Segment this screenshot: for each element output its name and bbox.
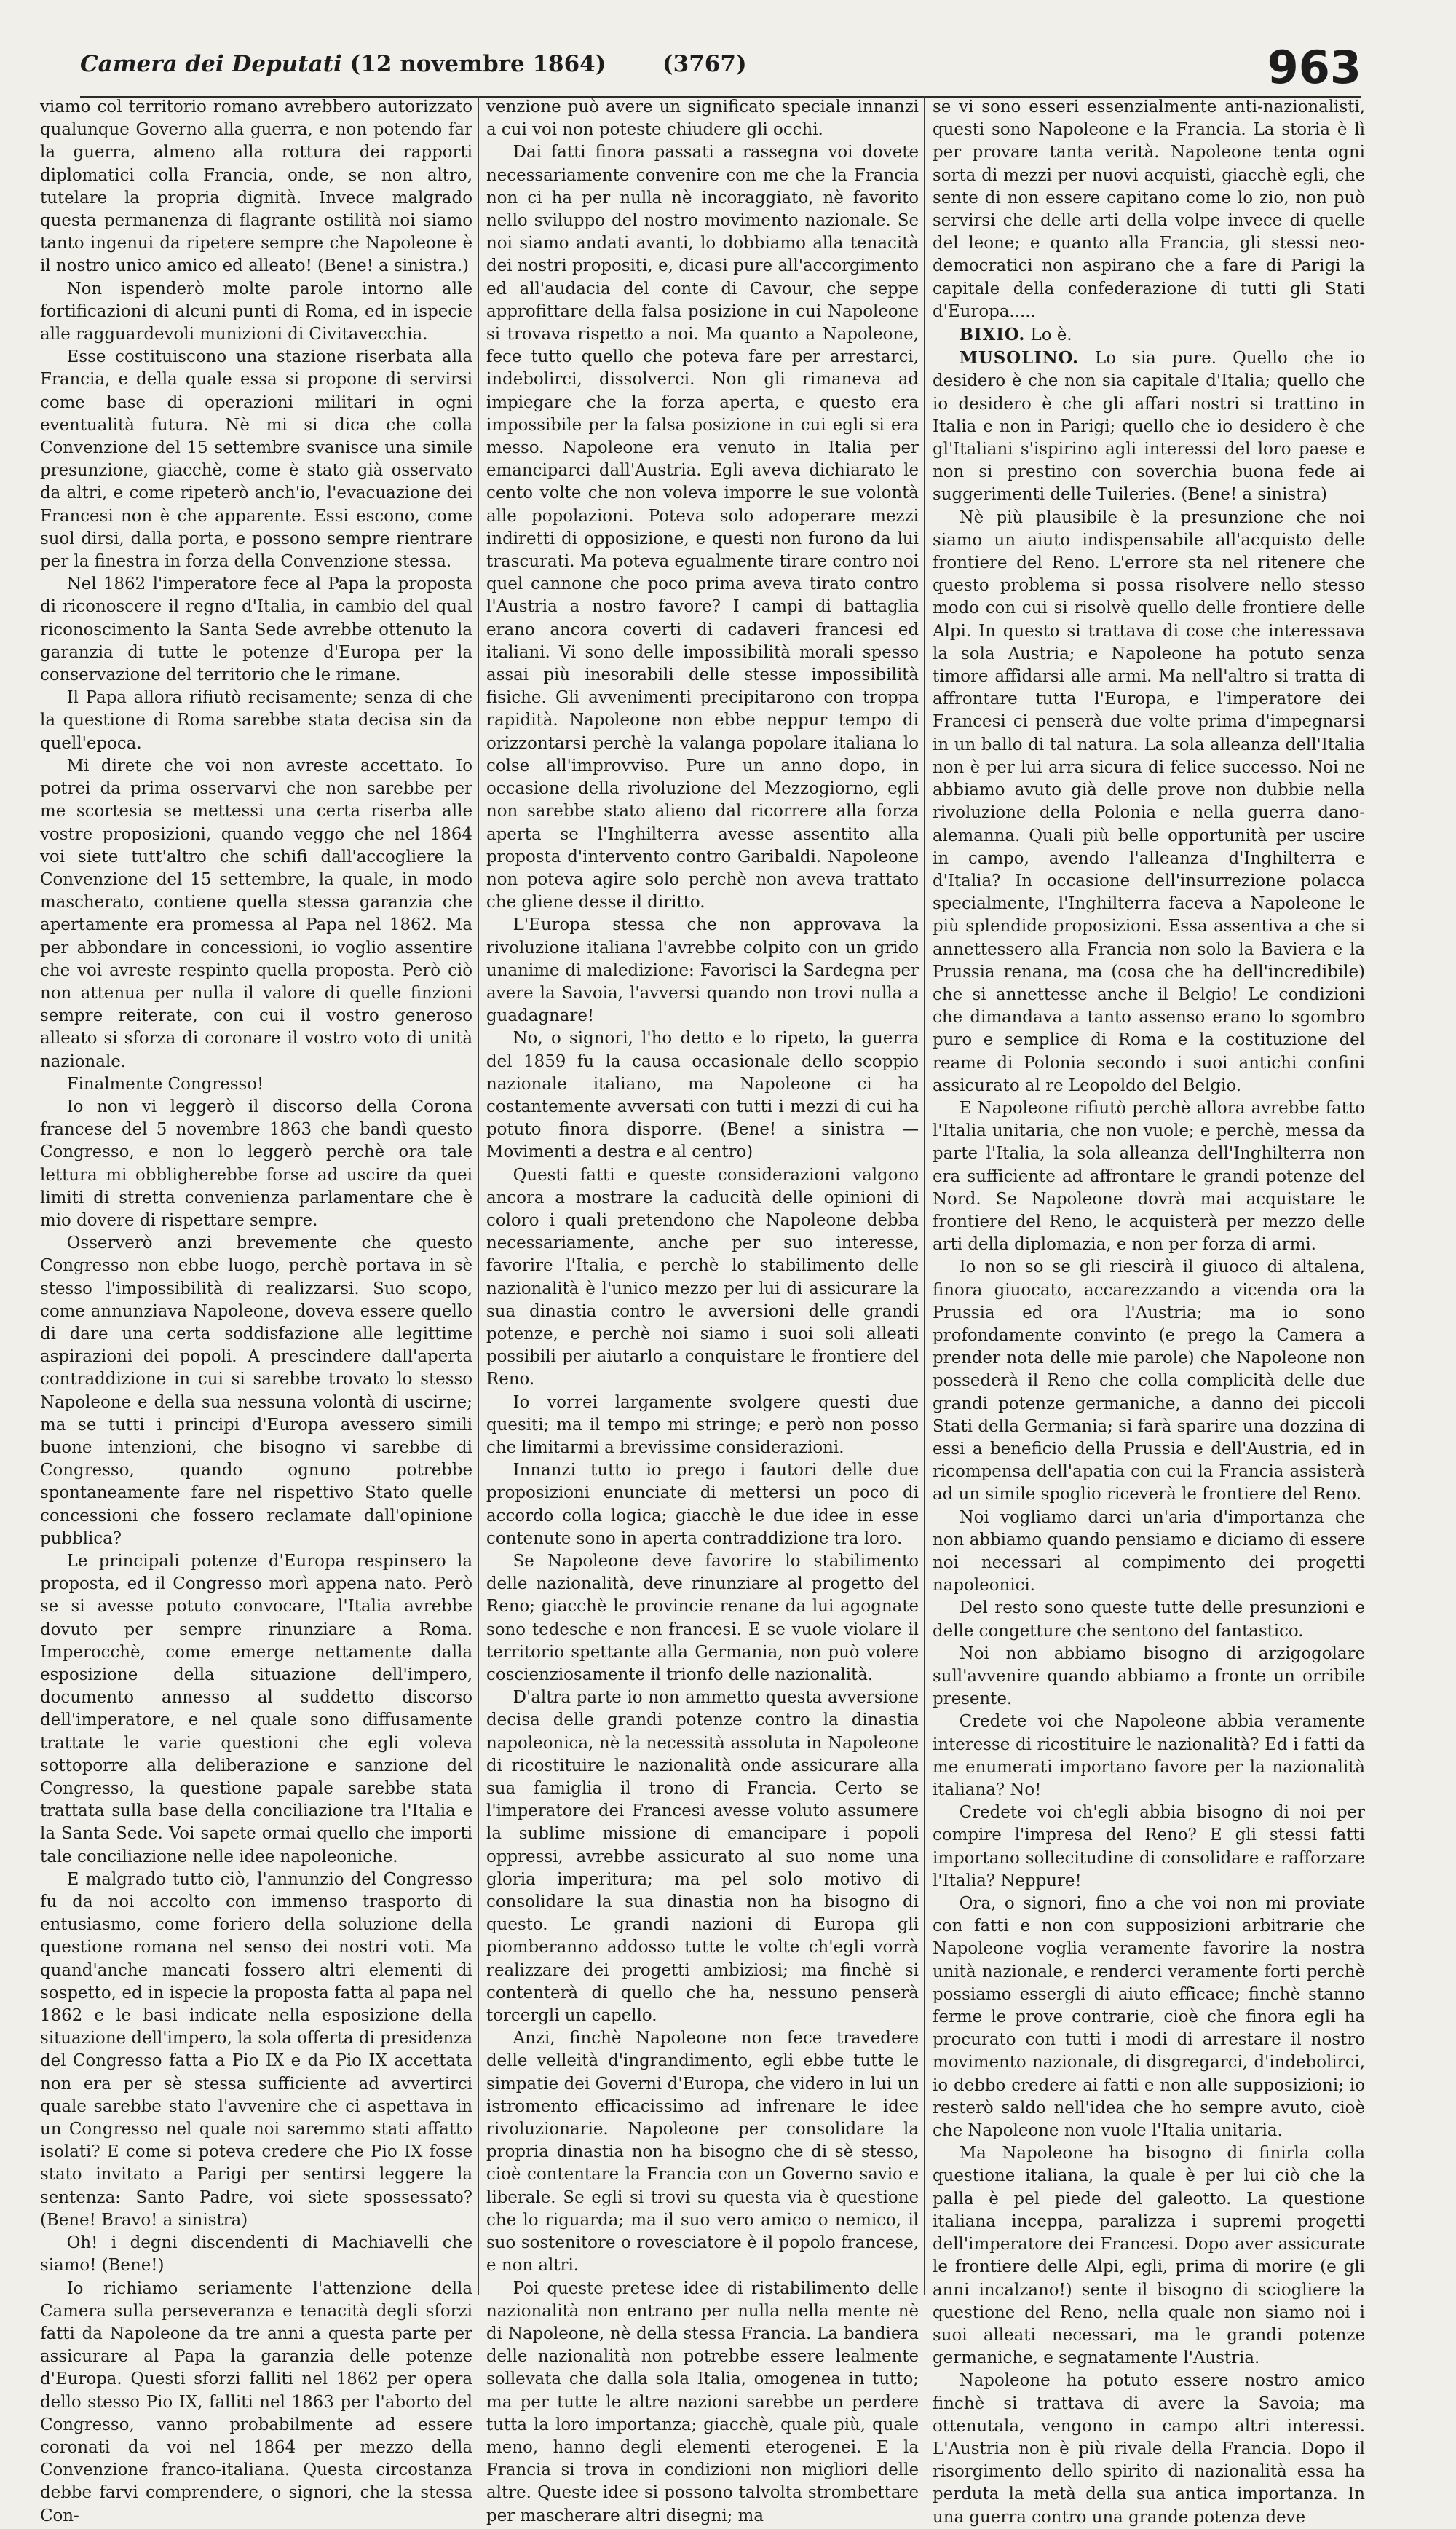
paragraph bbox=[486, 2278, 919, 2528]
paragraph-text: se vi sono esseri essenzialmente anti-nazionalisti, questi sono Napoleone e la Francia. La storia è lì per provare tanta verità. Napoleone tenta ogni sorta di mezzi per nuovi acquisti, giacchè egli, che sente di non essere capitano come lo zio, non può servirsi che delle arti della volpe invece di quelle del leone; e quanto alla Francia, gli stessi neo-democratici non aspirano che a fare di Parigi la capitale della confederazione di tutti gli Stati d'Europa..... bbox=[933, 98, 1365, 321]
paragraph-text: Ora, o signori, fino a che voi non mi proviate con fatti e non con supposizioni arbitrarie che Napoleone voglia veramente favorire la nostra unità nazionale, e renderci veramente forti perchè possiamo essergli di aiuto efficace; finchè stanno ferme le prove contrarie, cioè che finora egli ha procurato con tutti i modi di arrestare il nostro movimento nazionale, di disgregarci, d'indebolirci, io debbo credere ai fatti e non alle supposizioni; io resterò saldo nell'idea che ho sempre avuto, cioè che Napoleone non vuole l'Italia unitaria. bbox=[933, 1894, 1365, 2141]
paragraph-text: Non ispenderò molte parole intorno alle fortificazioni di alcuni punti di Roma, ed in ispecie alle ragguardevoli munizioni di Civitavecchia. bbox=[40, 279, 472, 344]
paragraph-text: Noi vogliamo darci un'aria d'importanza che non abbiamo quando pensiamo e diciamo di essere noi necessari al compimento dei progetti napoleonici. bbox=[933, 1507, 1365, 1595]
paragraph-text: Innanzi tutto io prego i fautori delle due proposizioni enunciate di mettersi un poco di accordo colla logica; giacchè le due idee in esse contenute sono in aperta contraddizione tra loro. bbox=[486, 1461, 919, 1548]
paragraph bbox=[486, 1392, 919, 1460]
paragraph-text: Nè più plausibile è la presunzione che noi siamo un aiuto indispensabile all'acquisto delle frontiere del Reno. L'errore sta nel ritenere che questo problema si possa risolvere nello stesso modo con cui si risolvè quello delle frontiere delle Alpi. In questo si trattava di cose che interessava la sola Austria; e Napoleone ha potuto senza timore affidarsi alle armi. Ma nell'altro si tratta di affrontare tutta l'Europa, e l'imperatore dei Francesi ci penserà due volte prima d'impegnarsi in un ballo di tal natura. La sola alleanza dell'Italia non è per lui arra sicura di felice successo. Noi ne abbiamo avuto già delle prove non dubbie nella rivoluzione della Polonia e nella guerra dano-alemanna. Quali più belle opportunità per uscire in campo, avendo l'alleanza d'Inghilterra e d'Italia? In occasione dell'insurrezione polacca specialmente, l'Inghilterra faceva a Napoleone le più splendide proposizioni. Essa assentiva a che si annettessero alla Francia non solo la Baviera e la Prussia renana, ma (cosa che ha dell'incredibile) che si annettesse anche il Belgio! Le condizioni che dimandava a tanto assenso erano lo sgombro puro e semplice di Roma e la costituzione del reame di Polonia secondo i suoi antichi confini assicurato al re Leopoldo del Belgio. bbox=[933, 508, 1365, 1095]
paragraph-text: Esse costituiscono una stazione riserbata alla Francia, e della quale essa si propone di servirsi come base di operazioni militari in ogni eventualità futura. Nè mi si dica che colla Convenzione del 15 settembre svanisce una simile presunzione, giacchè, come è stato già osservato da altri, e come ripeterò anch'io, l'evacuazione dei Francesi non è che apparente. Essi escono, come suol dirsi, dalla porta, e possono sempre rientrare per la finestra in forza della Convenzione stessa. bbox=[40, 347, 472, 572]
paragraph bbox=[40, 687, 472, 755]
paragraph-text: E malgrado tutto ciò, l'annunzio del Congresso fu da noi accolto con immenso trasporto di entusiasmo, come foriero della soluzione della questione romana nel senso dei nostri voti. Ma quand'anche mancati fossero altri elementi di sospetto, ed in ispecie la proposta fatta al papa nel 1862 e le basi indicate nella esposizione della situazione dell'impero, la sola offerta di presidenza del Congresso fatta a Pio IX e da Pio IX accettata non era per sè stessa sufficiente ad avvertirci quale sarebbe stato l'avvenire che ci aspettava in un Congresso nel quale noi saremmo stati affatto isolati? E come si poteva credere che Pio IX fosse stato invitato a Parigi per sentirsi leggere la sentenza: Santo Padre, voi siete spossessato? (Bene! Bravo! a sinistra) bbox=[40, 1869, 472, 2230]
paragraph-text: Questi fatti e queste considerazioni valgono ancora a mostrare la caducità delle opinioni di coloro i quali pretendono che Napoleone debba necessariamente, anche per suo interesse, favorire l'Italia, e perchè lo stabilimento delle nazionalità è l'unico mezzo per lui di assicurare la sua dinastia contro le avversioni delle grandi potenze, e perchè noi siamo i suoi soli alleati possibili per aiutarlo a conquistare le frontiere del Reno. bbox=[486, 1165, 919, 1389]
paragraph-text: Osserverò anzi brevemente che questo Congresso non ebbe luogo, perchè portava in sè stesso l'impossibilità di realizzarsi. Suo scopo, come annunziava Napoleone, doveva essere quello di dare una certa soddisfazione alle legittime aspirazioni dei popoli. A prescindere dall'aperta contraddizione in cui si sarebbe trovato lo stesso Napoleone e della sua nessuna volontà di uscirne; ma se tutti i principi d'Europa avessero simili buone intenzioni, che bisogno vi sarebbe di Congresso, quando ognuno potrebbe spontaneamente fare nel rispettivo Stato quelle concessioni che fossero reclamate dall'opinione pubblica? bbox=[40, 1234, 472, 1548]
paragraph bbox=[933, 347, 1365, 506]
paragraph-text: Noi non abbiamo bisogno di arzigogolare sull'avvenire quando abbiamo a fronte un orribile presente. bbox=[933, 1644, 1365, 1709]
text-column-1 bbox=[40, 96, 472, 2525]
paragraph bbox=[40, 755, 472, 1073]
paragraph bbox=[933, 1643, 1365, 1711]
paragraph-text: Credete voi ch'egli abbia bisogno di noi per compire l'impresa del Reno? E gli stessi fatti importano sollecitudine di consolidare e rafforzare l'Italia? Neppure! bbox=[933, 1803, 1365, 1890]
paragraph bbox=[40, 278, 472, 347]
paragraph bbox=[933, 1097, 1365, 1256]
paragraph-text: Finalmente Congresso! bbox=[66, 1074, 264, 1094]
paragraph bbox=[40, 1073, 472, 1096]
paragraph-text: viamo col territorio romano avrebbero autorizzato qualunque Governo alla guerra, e non potendo far la guerra, almeno alla rottura dei rapporti diplomatici colla Francia, onde, se non altro, tutelare la propria dignità. Invece malgrado questa permanenza di flagrante ostilità noi siamo tanto ingenui da ripetere sempre che Napoleone è il nostro unico amico ed alleato! (Bene! a sinistra.) bbox=[40, 98, 472, 276]
paragraph bbox=[933, 1507, 1365, 1598]
paragraph bbox=[40, 1096, 472, 1232]
paragraph bbox=[40, 573, 472, 687]
paragraph bbox=[933, 1802, 1365, 1893]
paragraph bbox=[40, 2278, 472, 2528]
page-number: 963 bbox=[1267, 41, 1361, 94]
paragraph bbox=[486, 1550, 919, 1686]
column-divider bbox=[924, 96, 925, 2295]
paragraph-text: Lo è. bbox=[1030, 326, 1072, 345]
paragraph-text: Dai fatti finora passati a rassegna voi dovete necessariamente convenire con me che la Francia non ci ha per nulla nè incoraggiato, nè favorito nello sviluppo del nostro movimento nazionale. Se noi siamo andati avanti, lo dobbiamo alla tenacità dei nostri propositi, e, dicasi pure all'accorgimento ed all'audacia del conte di Cavour, che seppe approfittare della falsa posizione in cui Napoleone si trovava rispetto a noi. Ma quanto a Napoleone, fece tutto quello che poteva fare per arrestarci, indebolirci, dissolverci. Non gli rimaneva ad impiegare che la forza aperta, e questo era impossibile per la falsa posizione in cui egli si era messo. Napoleone era venuto in Italia per emanciparci dall'Austria. Egli aveva dichiarato le cento volte che non voleva imporre le sue volontà alle popolazioni. Poteva solo adoperare mezzi indiretti di opposizione, e questi non furono da lui trascurati. Ma poteva egualmente tirare contro noi quel cannone che poco prima aveva tirato contro l'Austria a nostro favore? I campi di battaglia erano ancora coverti di cadaveri francesi ed italiani. Vi sono delle impossibilità morali spesso assai più inesorabili delle stesse impossibilità fisiche. Gli avvenimenti precipitarono con troppa rapidità. Napoleone non ebbe neppur tempo di orizzontarsi perchè la valanga popolare italiana lo colse all'improvviso. Pure un anno dopo, in occasione della rivoluzione del Mezzogiorno, egli non sarebbe stato alieno dal ricorrere alla forza aperta se l'Inghilterra avesse assentito alla proposta d'intervento contro Garibaldi. Napoleone non poteva agire solo perchè non aveva trattato che gliene desse il diritto. bbox=[486, 143, 919, 912]
paragraph bbox=[40, 96, 472, 278]
paragraph bbox=[933, 323, 1365, 347]
running-head bbox=[80, 51, 606, 77]
paragraph bbox=[486, 141, 919, 914]
paragraph bbox=[40, 346, 472, 573]
paragraph bbox=[486, 2027, 919, 2277]
paragraph-text: No, o signori, l'ho detto e lo ripeto, la guerra del 1859 fu la causa occasionale dello scoppio nazionale italiano, ma Napoleone ci ha costantemente avversati con tutti i mezzi di cui ha potuto finora disporre. (Bene! a sinistra — Movimenti a destra e al centro) bbox=[486, 1029, 919, 1162]
paragraph-text: Le principali potenze d'Europa respinsero la proposta, ed il Congresso morì appena nato. Però se si avesse potuto convocare, l'Italia avrebbe dovuto per sempre rinunziare a Roma. Imperocchè, come emerge nettamente dalla esposizione della situazione dell'impero, documento annesso al suddetto discorso dell'imperatore, e nel quale sono diffusamente trattate le varie questioni che egli voleva sottoporre alla deliberazione e sanzione del Congresso, la questione papale sarebbe stata trattata sulla base della conciliazione tra l'Italia e la Santa Sede. Voi sapete ormai quello che importi tale conciliazione nelle idee napoleoniche. bbox=[40, 1552, 472, 1866]
paragraph bbox=[40, 1232, 472, 1550]
paragraph bbox=[486, 1027, 919, 1164]
paragraph-text: Mi direte che voi non avreste accettato. Io potrei da prima osservarvi che non sarebbe per me scortesia se mettessi una certa riserba alle vostre proposizioni, quando veggo che nel 1864 voi siete tutt'altro che schifi dall'accogliere la Convenzione del 15 settembre, la quale, in modo mascherato, contiene quella stessa garanzia che apertamente era promessa al Papa nel 1862. Ma per abbondare in concessioni, io voglio assentire che voi avreste respinto quella proposta. Però ciò non attenua per nulla il valore di quelle finzioni sempre reiterate, con cui il vostro generoso alleato si sforza di coronare il vostro voto di unità nazionale. bbox=[40, 756, 472, 1071]
column-divider bbox=[478, 96, 479, 2295]
paragraph bbox=[933, 507, 1365, 1097]
paragraph bbox=[933, 2370, 1365, 2528]
speaker-name: BIXIO. bbox=[959, 325, 1026, 345]
session-date: (12 novembre 1864) bbox=[349, 51, 606, 77]
text-column-3 bbox=[933, 96, 1365, 2527]
paragraph bbox=[933, 96, 1365, 323]
page-header bbox=[80, 41, 1361, 98]
paragraph-text: Napoleone ha potuto essere nostro amico finchè si trattava di avere la Savoia; ma ottenutala, vengono in campo altri interessi. L'Austria non è più rivale della Francia. Dopo il risorgimento dello spirito di nazionalità essa ha perduta la metà della sua antica importanza. In una guerra contro una grande potenza deve bbox=[933, 2371, 1365, 2527]
paragraph-text: Io non vi leggerò il discorso della Corona francese del 5 novembre 1863 che bandì questo Congresso, e non lo leggerò perchè ora tale lettura mi obbligherebbe forse ad uscire da quei limiti di stretta convenienza parlamentare che è mio dovere di rispettare sempre. bbox=[40, 1097, 472, 1230]
paragraph-text: Se Napoleone deve favorire lo stabilimento delle nazionalità, deve rinunziare al progetto del Reno; giacchè le provincie renane da lui agognate sono tedesche e non francesi. E se vuole violare il territorio spettante alla Germania, non può volere coscienziosamente il trionfo delle nazionalità. bbox=[486, 1552, 919, 1685]
paragraph bbox=[933, 1597, 1365, 1642]
paragraph bbox=[486, 1164, 919, 1392]
paragraph-text: Poi queste pretese idee di ristabilimento delle nazionalità non entrano per nulla nella mente nè di Napoleone, nè della stessa Francia. La bandiera delle nazionalità non potrebbe essere lealmente sollevata che dalla sola Italia, omogenea in tutto; ma per tutte le altre nazioni sarebbe un perdere tutta la loro importanza; giacchè, quale più, quale meno, hanno degli elementi eterogenei. E la Francia si trova in condizioni non migliori delle altre. Queste idee si possono talvolta strombettare per mascherare altri disegni; ma bbox=[486, 2279, 919, 2525]
paragraph-text: Ma Napoleone ha bisogno di finirla colla questione italiana, la quale è per lui ciò che la palla è pel piede del galeotto. La questione italiana inceppa, paralizza i supremi progetti dell'imperatore dei Francesi. Dopo aver assicurate le frontiere delle Alpi, egli, prima di morire (e gli anni incalzano!) sente il bisogno di sciogliere la questione del Reno, nella quale non siamo noi i suoi alleati necessari, ma le grandi potenze germaniche, e segnatamente l'Austria. bbox=[933, 2144, 1365, 2368]
paragraph bbox=[486, 914, 919, 1027]
paragraph-text: D'altra parte io non ammetto questa avversione decisa delle grandi potenze contro la dinastia napoleonica, nè la necessità assoluta in Napoleone di ricostituire le nazionalità onde assicurare alla sua famiglia il trono di Francia. Certo se l'imperatore dei Francesi avesse voluto assumere la sublime missione di emancipare i popoli oppressi, avrebbe assicurato al suo nome una gloria imperitura; ma pel solo motivo di consolidare la sua dinastia non ha bisogno di questo. Le grandi nazioni di Europa gli piomberanno addosso tutte le volte ch'egli vorrà realizzare dei progetti ambiziosi; ma finchè si contenterà di quello che ha, nessuno penserà torcergli un capello. bbox=[486, 1688, 919, 2026]
paragraph-text: Io vorrei largamente svolgere questi due quesiti; ma il tempo mi stringe; e però non posso che limitarmi a brevissime considerazioni. bbox=[486, 1392, 919, 1457]
paragraph bbox=[40, 1869, 472, 2232]
text-column-2 bbox=[486, 96, 919, 2525]
paragraph bbox=[40, 2232, 472, 2277]
paragraph-text: Anzi, finchè Napoleone non fece travedere delle velleità d'ingrandimento, egli ebbe tutte le simpatie dei Governi d'Europa, che videro in lui un istromento efficacissimo ad infrenare le idee rivoluzionarie. Napoleone per consolidare la propria dinastia non ha bisogno che di sè stesso, cioè contentare la Francia con un Governo savio e liberale. Se egli si trovi su questa via è questione che lo riguarda; ma il suo vero amico o nemico, il suo sostenitore o rovesciatore è il popolo francese, e non altri. bbox=[486, 2029, 919, 2276]
paragraph-text: Lo sia pure. Quello che io desidero è che non sia capitale d'Italia; quello che io desidero è che gli affari nostri si trattino in Italia e non in Parigi; quello che io desidero è che gl'Italiani s'ispirino agli interessi del loro paese e non si prestino con soverchia buona fede ai suggerimenti delle Tuileries. (Bene! a sinistra) bbox=[933, 349, 1365, 505]
paragraph-text: E Napoleone rifiutò perchè allora avrebbe fatto l'Italia unitaria, che non vuole; e perchè, messa da parte l'Italia, la sola alleanza dell'Inghilterra non era sufficiente ad affrontare le grandi potenze del Nord. Se Napoleone dovrà mai acquistare le frontiere del Reno, le acquisterà per mezzo delle arti della diplomazia, e non per forza di armi. bbox=[933, 1098, 1365, 1255]
paragraph bbox=[933, 1893, 1365, 2142]
paragraph-text: Io richiamo seriamente l'attenzione della Camera sulla perseveranza e tenacità degli sforzi fatti da Napoleone da tre anni a questa parte per assicurare al Papa la garanzia delle potenze d'Europa. Questi sforzi falliti nel 1862 per opera dello stesso Pio IX, falliti nel 1863 per l'aborto del Congresso, vanno probabilmente ad essere coronati da voi nel 1864 per mezzo della Convenzione franco-italiana. Questa circostanza debbe farvi comprendere, o signori, che la stessa Con- bbox=[40, 2279, 472, 2525]
speaker-name: MUSOLINO. bbox=[959, 348, 1079, 368]
paragraph-text: L'Europa stessa che non approvava la rivoluzione italiana l'avrebbe colpito con un grido unanime di maledizione: Favorisci la Sardegna per avere la Savoia, l'avversi quando non trovi nulla a guadagnare! bbox=[486, 915, 919, 1026]
document-number: (3767) bbox=[662, 51, 747, 77]
paragraph-text: Io non so se gli riescirà il giuoco di altalena, finora giuocato, accarezzando a vicenda ora la Prussia ed ora l'Austria; ma io sono profondamente convinto (e prego la Camera a prender nota delle mie parole) che Napoleone non possederà il Reno che colla complicità delle due grandi potenze germaniche, a danno dei piccoli Stati della Germania; si farà sparire una dozzina di essi a beneficio della Prussia e dell'Austria, ed in ricompensa dell'apatia con cui la Francia assisterà ad un simile spoglio riceverà le frontiere del Reno. bbox=[933, 1258, 1365, 1504]
paragraph bbox=[933, 1711, 1365, 1802]
paragraph-text: Oh! i degni discendenti di Machiavelli che siamo! (Bene!) bbox=[40, 2233, 472, 2276]
paragraph-text: Del resto sono queste tutte delle presunzioni e delle congetture che sentono del fantastico. bbox=[933, 1598, 1365, 1641]
paragraph-text: Credete voi che Napoleone abbia veramente interesse di ricostituire le nazionalità? Ed i fatti da me enumerati importano favore per la nazionalità italiana? No! bbox=[933, 1712, 1365, 1800]
paragraph-text: Nel 1862 l'imperatore fece al Papa la proposta di riconoscere il regno d'Italia, in cambio del qual riconoscimento la Santa Sede avrebbe ottenuto la garanzia di tutte le potenze d'Europa per la conservazione del territorio che le rimane. bbox=[40, 575, 472, 685]
paragraph bbox=[933, 1256, 1365, 1506]
chamber-name: Camera dei Deputati bbox=[80, 51, 342, 77]
paragraph-text: Il Papa allora rifiutò recisamente; senza di che la questione di Roma sarebbe stata decisa sin da quell'epoca. bbox=[40, 688, 472, 753]
paragraph bbox=[40, 1550, 472, 1869]
paragraph-text: venzione può avere un significato speciale innanzi a cui voi non poteste chiudere gli occhi. bbox=[486, 98, 919, 140]
paragraph bbox=[486, 1686, 919, 2027]
paragraph bbox=[933, 2142, 1365, 2370]
paragraph bbox=[486, 96, 919, 141]
paragraph bbox=[486, 1459, 919, 1550]
